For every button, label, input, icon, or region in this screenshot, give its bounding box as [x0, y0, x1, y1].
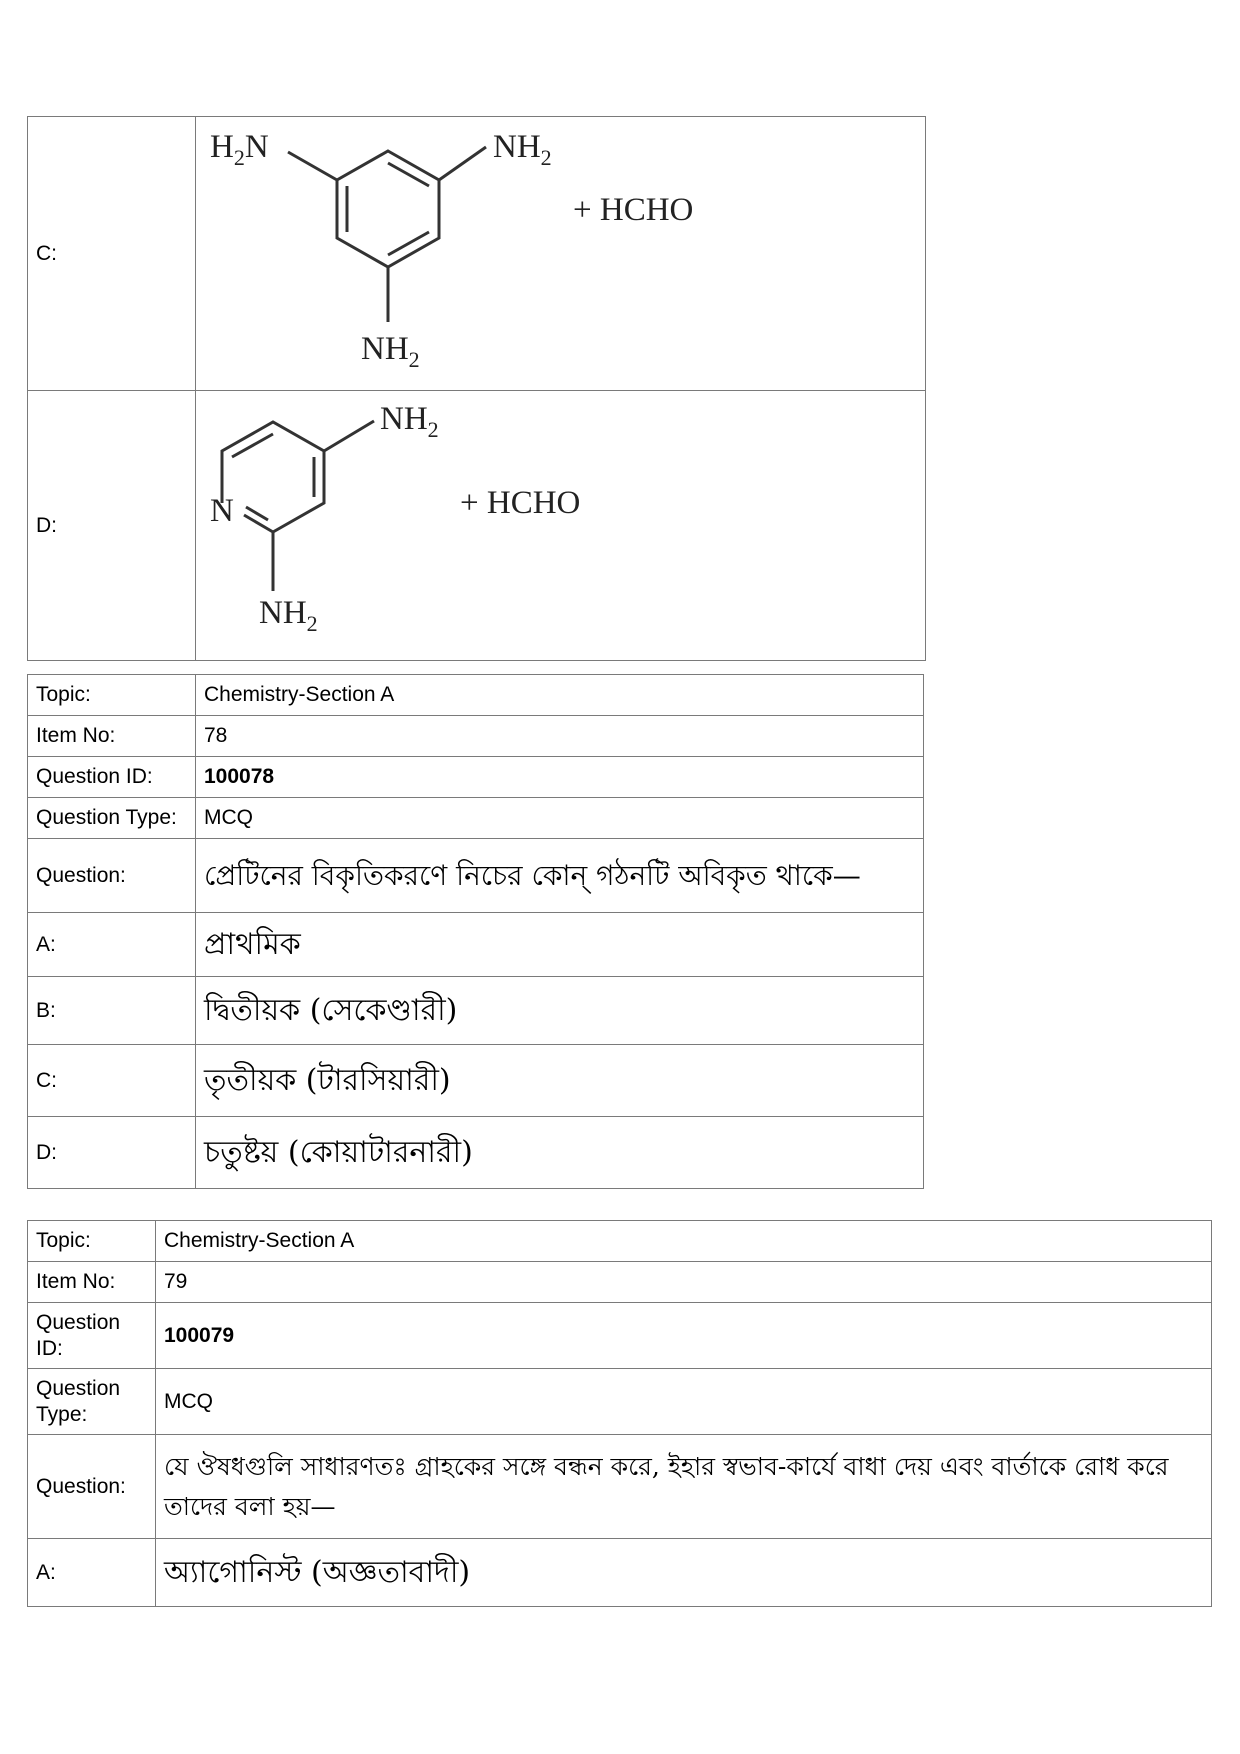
question-id-label: Question ID:	[28, 757, 196, 798]
question-id-row	[28, 1303, 1212, 1369]
option-row-b	[28, 977, 924, 1045]
option-structure-cell	[196, 117, 926, 391]
option-label: C:	[28, 117, 196, 391]
question-type-row	[28, 1369, 1212, 1435]
topic-value: Chemistry-Section A	[156, 1221, 1212, 1262]
topic-label: Topic:	[28, 1221, 156, 1262]
svg-text:+ HCHO: + HCHO	[573, 192, 694, 228]
triaminobenzene-structure	[196, 117, 896, 383]
question-text: প্রেটিনের বিকৃতিকরণে নিচের কোন্ গঠনটি অবিকৃত থাকে—	[196, 839, 924, 913]
option-row-d	[28, 1117, 924, 1189]
option-row-d	[28, 391, 926, 661]
svg-text:N: N	[210, 493, 234, 529]
svg-text:NH2: $NH_2$	[361, 331, 420, 372]
question-label: Question:	[28, 1435, 156, 1539]
svg-text:NH2: $NH_2$	[380, 401, 439, 442]
option-label: D:	[28, 391, 196, 661]
option-label: D:	[28, 1117, 196, 1189]
item-value: 78	[196, 716, 924, 757]
svg-text:NH2: $NH_2$	[259, 595, 318, 636]
item-label: Item No:	[28, 1262, 156, 1303]
question-type-value: MCQ	[196, 798, 924, 839]
option-row-c	[28, 1045, 924, 1117]
question-id-value: 100078	[196, 757, 924, 798]
option-text: দ্বিতীয়ক (সেকেণ্ডারী)	[196, 977, 924, 1045]
option-text: তৃতীয়ক (টারসিয়ারী)	[196, 1045, 924, 1117]
question-79-table	[27, 1220, 1212, 1607]
question-row	[28, 1435, 1212, 1539]
svg-text:H2N: $H_2N$	[210, 129, 269, 170]
question-type-value: MCQ	[156, 1369, 1212, 1435]
option-label: B:	[28, 977, 196, 1045]
option-row-c	[28, 117, 926, 391]
question-id-label: Question ID:	[28, 1303, 156, 1369]
question-id-value: 100079	[156, 1303, 1212, 1369]
option-structure-cell	[196, 391, 926, 661]
topic-value: Chemistry-Section A	[196, 675, 924, 716]
option-label: C:	[28, 1045, 196, 1117]
diaminopyridine-structure	[196, 391, 896, 653]
item-value: 79	[156, 1262, 1212, 1303]
topic-row	[28, 675, 924, 716]
question-text: যে ঔষধগুলি সাধারণতঃ গ্রাহকের সঙ্গে বন্ধন করে, ইহার স্বভাব-কার্যে বাধা দেয় এবং বার্তাকে রোধ করে তাদের বলা হয়—	[156, 1435, 1212, 1539]
option-row-a	[28, 1539, 1212, 1607]
question-type-label: Question Type:	[28, 798, 196, 839]
option-label: A:	[28, 1539, 156, 1607]
topic-label: Topic:	[28, 675, 196, 716]
item-row	[28, 1262, 1212, 1303]
question-78-table	[27, 674, 924, 1189]
question-id-row	[28, 757, 924, 798]
question-row	[28, 839, 924, 913]
prev-options-table	[27, 116, 926, 661]
option-text: অ্যাগোনিস্ট (অজ্ঞতাবাদী)	[156, 1539, 1212, 1607]
topic-row	[28, 1221, 1212, 1262]
question-type-row	[28, 798, 924, 839]
option-label: A:	[28, 913, 196, 977]
item-label: Item No:	[28, 716, 196, 757]
option-text: প্রাথমিক	[196, 913, 924, 977]
option-text: চতুষ্টয় (কোয়াটারনারী)	[196, 1117, 924, 1189]
question-label: Question:	[28, 839, 196, 913]
item-row	[28, 716, 924, 757]
svg-text:NH2: $NH_2$	[493, 129, 552, 170]
question-type-label: Question Type:	[28, 1369, 156, 1435]
svg-text:+ HCHO: + HCHO	[460, 485, 581, 521]
option-row-a	[28, 913, 924, 977]
